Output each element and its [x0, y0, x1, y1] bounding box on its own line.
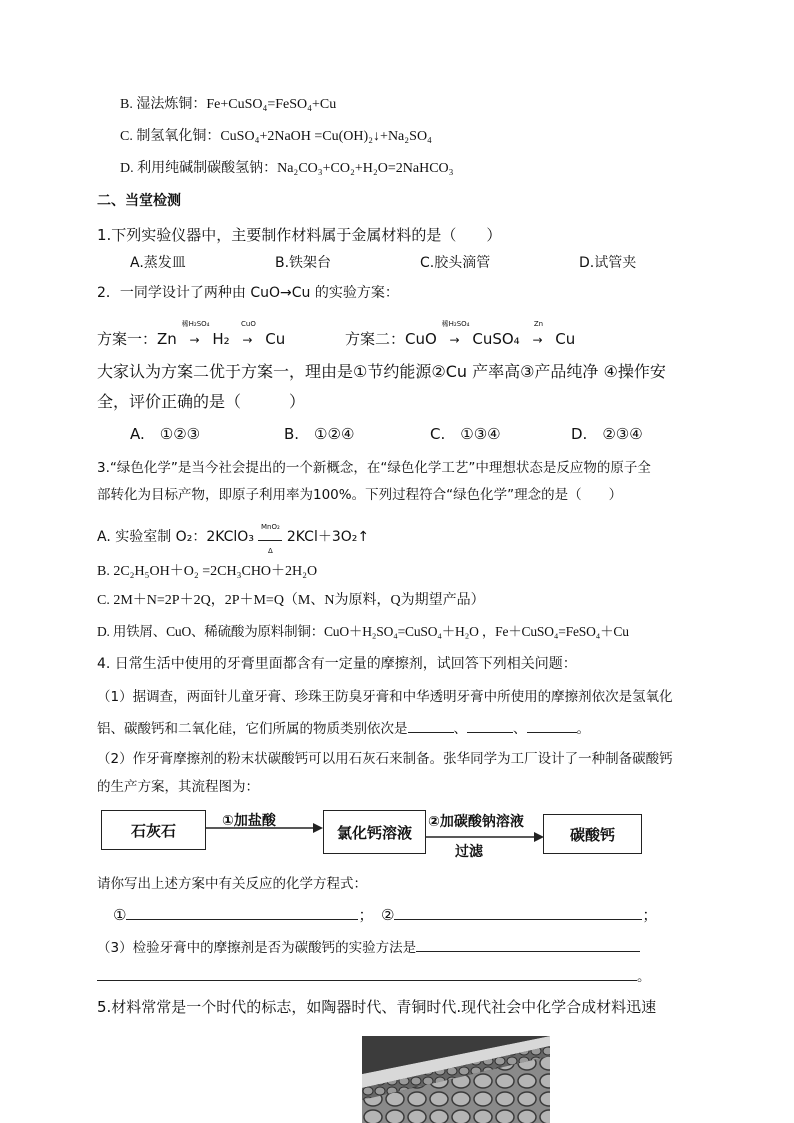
option-d-sodium-bicarbonate: D. 利用纯碱制碳酸氢钠：Na₂CO₃+CO₂+H₂O=2NaHCO₃ — [120, 161, 454, 176]
q1-option-d: D.试管夹 — [579, 255, 637, 271]
separator: 、 — [453, 721, 467, 737]
equation-1-label: ① — [113, 906, 127, 924]
q4-equation-blanks — [113, 905, 657, 924]
q2-reason-line-2: 全，评价正确的是（ ） — [97, 392, 306, 411]
flow-step-1-label: ①加盐酸 — [222, 813, 276, 829]
answer-blank-2[interactable] — [467, 718, 513, 733]
q1-stem: 1.下列实验仪器中，主要制作材料属于金属材料的是（ ） — [97, 226, 502, 244]
option-c-copper-hydroxide: C. 制氢氧化铜：CuSO₄+2NaOH =Cu(OH)₂↓+Na₂SO₄ — [120, 129, 432, 144]
q4-part1-line-1: （1）据调查，两面针儿童牙膏、珍珠王防臭牙膏和中华透明牙膏中所使用的摩擦剂依次是氢氧化 — [97, 689, 673, 705]
plan1-intermediate: H₂ — [212, 330, 230, 348]
q3-reaction-condition — [258, 523, 282, 555]
q3-stem-line-2: 部转化为目标产物，即原子利用率为100%。下列过程符合“绿色化学”理念的是（ ） — [97, 487, 623, 503]
heat-symbol: Δ — [267, 547, 273, 555]
semicolon: ； — [642, 906, 658, 924]
right-arrow-icon: → — [449, 333, 460, 347]
equation-1-blank[interactable] — [126, 905, 358, 920]
q2-option-b: B. ①②④ — [284, 425, 355, 443]
plan2-label: 方案二：CuO — [345, 330, 437, 348]
flow-arrow-1 — [205, 822, 323, 834]
period: 。 — [637, 969, 651, 985]
flow-step-2-label: ②加碳酸钠溶液 — [428, 814, 524, 830]
plan1-arrow-2 — [234, 320, 260, 349]
plan1-reagent-2: CuO — [241, 320, 256, 328]
foam-texture-image — [362, 1036, 550, 1123]
q1-option-b: B.铁架台 — [275, 255, 332, 271]
q5-stem-line-1: 5.材料常常是一个时代的标志，如陶器时代、青铜时代.现代社会中化学合成材料迅速 — [97, 998, 657, 1016]
plan2-arrow-2 — [524, 320, 550, 349]
material-photo — [362, 1036, 550, 1123]
section-title: 二、当堂检测 — [97, 193, 181, 209]
right-arrow-icon: → — [189, 333, 200, 347]
flow-box-calcium-chloride: 氯化钙溶液 — [323, 810, 426, 854]
equals-bar — [258, 540, 282, 541]
plan1-label: 方案一：Zn — [97, 330, 177, 348]
catalyst-label: MnO₂ — [260, 523, 280, 531]
plan1-reagent-1: 稀H₂SO₄ — [181, 320, 210, 328]
q3-option-a-reactant: A. 实验室制 O₂：2KClO₃ — [97, 529, 254, 545]
equation-2-blank[interactable] — [394, 905, 642, 920]
plan1-arrow-1 — [181, 320, 210, 349]
q2-option-d: D. ②③④ — [571, 425, 643, 443]
q3-option-b: B. 2C₂H₅OH＋O₂ =2CH₃CHO＋2H₂O — [97, 564, 318, 579]
plan2-product: Cu — [555, 330, 576, 348]
q3-option-c: C. 2M＋N=2P＋2Q，2P＋M=Q（M、N为原料，Q为期望产品） — [97, 593, 485, 608]
q2-stem: 2．一同学设计了两种由 CuO→Cu 的实验方案： — [97, 285, 399, 301]
answer-blank-1[interactable] — [408, 718, 454, 733]
right-arrow-icon: → — [532, 333, 543, 347]
flow-arrow-2 — [426, 831, 544, 843]
q3-stem-line-1: 3.“绿色化学”是当今社会提出的一个新概念，在“绿色化学工艺”中理想状态是反应物的原子全 — [97, 460, 651, 476]
plan2-reagent-1: 稀H₂SO₄ — [441, 320, 470, 328]
q1-option-c: C.胶头滴管 — [420, 255, 491, 271]
q3-option-a — [97, 523, 370, 555]
plan2-reagent-2: Zn — [533, 320, 544, 328]
right-arrow-icon: → — [242, 333, 253, 347]
q4-part3-line-1 — [97, 937, 640, 957]
q3-option-a-products: 2KCl＋3O₂↑ — [286, 529, 370, 545]
equation-2-label: ； ② — [358, 906, 395, 924]
answer-blank-3[interactable] — [527, 718, 577, 733]
q4-part3-line-2 — [97, 966, 651, 986]
q2-plan-one — [97, 320, 286, 349]
answer-blank-method-2[interactable] — [97, 966, 637, 981]
option-b-wet-copper: B. 湿法炼铜：Fe+CuSO₄=FeSO₄+Cu — [120, 97, 337, 112]
q4-part1-prompt: 铝、碳酸钙和二氧化硅，它们所属的物质类别依次是 — [97, 721, 408, 737]
plan2-intermediate: CuSO₄ — [472, 330, 520, 348]
q2-option-a: A. ①②③ — [130, 425, 201, 443]
q3-option-d: D. 用铁屑、CuO、稀硫酸为原料制铜：CuO＋H₂SO₄=CuSO₄＋H₂O ，Fe＋CuSO₄=FeSO₄＋Cu — [97, 624, 629, 639]
answer-blank-method-1[interactable] — [416, 937, 640, 952]
q4-part2-line-1: （2）作牙膏摩擦剂的粉末状碳酸钙可以用石灰石来制备。张华同学为工厂设计了一种制备碳酸钙 — [97, 751, 673, 767]
flow-box-limestone: 石灰石 — [101, 810, 206, 850]
q4-equation-prompt: 请你写出上述方案中有关反应的化学方程式： — [97, 876, 367, 892]
plan2-arrow-1 — [441, 320, 470, 349]
q4-part1-line-2 — [97, 718, 590, 738]
q1-option-a: A.蒸发皿 — [130, 255, 186, 271]
flow-box-calcium-carbonate: 碳酸钙 — [543, 814, 642, 854]
period: 。 — [576, 721, 590, 737]
q2-plan-two — [345, 320, 576, 349]
flow-step-2-filter-label: 过滤 — [455, 844, 483, 860]
q4-part2-line-2: 的生产方案，其流程图为： — [97, 779, 259, 795]
q2-reason-line-1: 大家认为方案二优于方案一，理由是①节约能源②Cu 产率高③产品纯净 ④操作安 — [97, 362, 666, 381]
q4-part3-prompt: （3）检验牙膏中的摩擦剂是否为碳酸钙的实验方法是 — [97, 940, 417, 956]
plan1-product: Cu — [265, 330, 286, 348]
separator: 、 — [513, 721, 527, 737]
q4-stem: 4. 日常生活中使用的牙膏里面都含有一定量的摩擦剂，试回答下列相关问题： — [97, 656, 577, 672]
q2-option-c: C. ①③④ — [430, 425, 501, 443]
